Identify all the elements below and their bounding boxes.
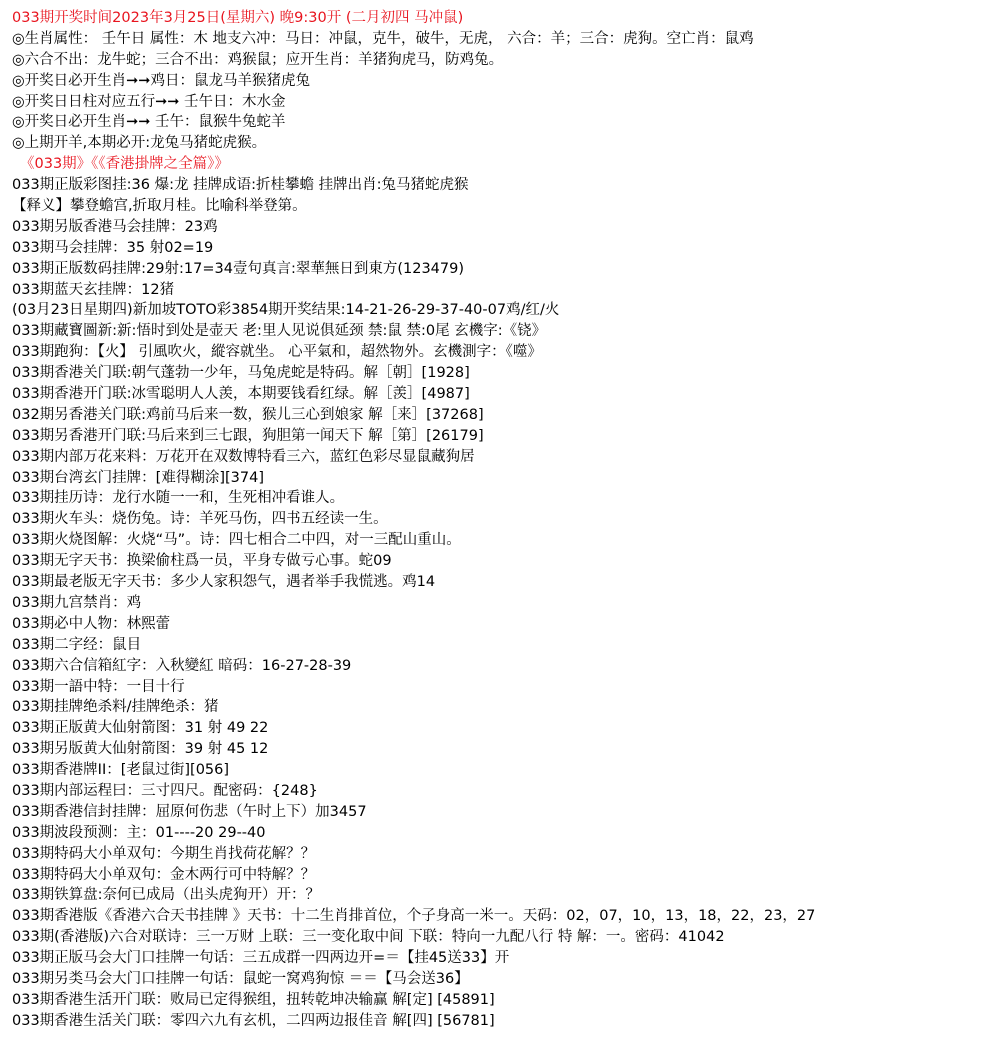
zodiac-info-line: ◎开奖日日柱对应五行➞➞ 壬午日：木水金 (12, 93, 286, 110)
entry-line: 033期内部万花来料：万花开在双数博特看三六，蓝红色彩尽显鼠藏狗居 (12, 448, 475, 465)
entry-line: 033期特码大小单双句：今期生肖找荷花解？？ (12, 845, 316, 862)
entry-line: 033期挂牌绝杀料/挂牌绝杀：猪 (12, 699, 219, 716)
entry-line: 033期香港牌II：[老鼠过街][056] (12, 762, 230, 779)
entry-line: 033期香港生活开门联：败局已定得猴组，扭转乾坤决输赢 解[定] [45891] (12, 991, 495, 1008)
entry-line: 033期火车头：烧伤兔。诗：羊死马伤，四书五经读一生。 (12, 511, 388, 528)
entry-line: 033期必中人物：林熙蕾 (12, 615, 171, 632)
zodiac-info-line: ◎上期开羊,本期必开:龙兔马猪蛇虎猴。 (12, 135, 267, 152)
entry-line: 033期香港关门联:朝气蓬勃一少年，马兔虎蛇是特码。解［朝］[1928] (12, 365, 470, 382)
entry-line: 033期蓝天玄挂牌：12猪 (12, 281, 175, 298)
section-title: 《033期》《《香港掛牌之全篇》》 (20, 156, 229, 173)
draw-time-title: 033期开奖时间2023年3月25日(星期六) 晚9:30开 (二月初四 马冲鼠) (12, 10, 464, 26)
entry-line: 033期正版黄大仙射箭图：31 射 49 22 (12, 720, 269, 737)
zodiac-info-line: ◎开奖日必开生肖➞➞鸡日：鼠龙马羊猴猪虎兔 (12, 72, 310, 89)
entry-line: 033期另版黄大仙射箭图：39 射 45 12 (12, 741, 269, 758)
entry-line: 033期另香港开门联:马后来到三七跟，狗胆第一闻天下 解［第］[26179] (12, 427, 484, 444)
entry-line: 032期另香港关门联:鸡前马后来一数，猴儿三心到娘家 解［来］[37268] (12, 406, 484, 423)
entry-line: 033期火烧图解：火烧“马”。诗：四七相合二中四，对一三配山重山。 (12, 532, 461, 549)
entry-line: (03月23日星期四)新加坡TOTO彩3854期开奖结果:14-21-26-29-37-40-07鸡/红/火 (12, 302, 560, 319)
entry-line: 【释义】攀登蟾宫,折取月桂。比喻科举登第。 (12, 198, 307, 215)
entry-line: 033期正版马会大门口挂牌一句话：三五成群一四两边开=＝【挂45送33】开 (12, 950, 510, 967)
entry-line: 033期正版数码挂牌:29射:17=34壹句真言:翠華無日到東方(123479) (12, 260, 464, 277)
entry-line: 033期一語中特：一目十行 (12, 678, 185, 695)
entry-line: 033期特码大小单双句：金木两行可中特解？？ (12, 866, 316, 883)
entry-line: 033期最老版无字天书：多少人家积怨气，遇者举手我慌逃。鸡14 (12, 574, 436, 591)
entry-line: 033期挂历诗：龙行水随一一和，生死相冲看谁人。 (12, 490, 345, 507)
zodiac-info-block (12, 29, 992, 154)
entry-line: 033期(香港版)六合对联诗：三一万财 上联：三一变化取中间 下联：特向一九配八行 特 解：一。密码：41042 (12, 929, 725, 946)
entry-line: 033期跑狗：【火】 引風吹火，縱容就坐。 心平氣和，超然物外。玄機測字：《噬》 (12, 344, 542, 361)
zodiac-info-line: ◎开奖日必开生肖➞➞ 壬午：鼠猴牛兔蛇羊 (12, 114, 286, 131)
entry-line: 033期二字经：鼠目 (12, 636, 142, 653)
entry-line: 033期内部运程曰：三寸四尺。配密码：{248} (12, 782, 318, 799)
entry-line: 033期九宫禁肖：鸡 (12, 594, 142, 611)
entry-line: 033期藏寶圖新:新:悟时到处是壶天 老:里人见说俱延颈 禁:鼠 禁:0尾 玄機字:《铙》 (12, 323, 547, 340)
entry-line: 033期马会挂牌：35 射02=19 (12, 239, 214, 256)
entry-line: 033期香港版《香港六合天书挂牌 》天书：十二生肖排首位，个子身高一米一。天码：02，07，10，13，18，22，23，27 (12, 908, 816, 925)
entry-line: 033期另版香港马会挂牌：23鸡 (12, 218, 218, 235)
entry-line: 033期正版彩图挂:36 爆:龙 挂牌成语:折桂攀蟾 挂牌出肖:兔马猪蛇虎猴 (12, 177, 469, 194)
entry-line: 033期无字天书：换梁偷柱爲一员，平身专做亏心事。蛇09 (12, 553, 392, 570)
entry-line: 033期另类马会大门口挂牌一句话：鼠蛇一窝鸡狗惊 ＝＝【马会送36】 (12, 970, 469, 987)
entry-line: 033期香港开门联:冰雪聪明人人羡，本期要钱看红绿。解［羡］[4987] (12, 386, 470, 403)
entries-list (12, 175, 992, 1032)
zodiac-info-line: ◎六合不出：龙牛蛇；三合不出：鸡猴鼠；应开生肖：羊猪狗虎马，防鸡兔。 (12, 51, 504, 68)
entry-line: 033期台湾玄门挂牌：[难得糊涂][374] (12, 469, 264, 486)
entry-line: 033期香港信封挂牌：屈原何伤悲（午时上下）加3457 (12, 803, 367, 820)
entry-line: 033期六合信箱紅字：入秋變紅 暗码：16-27-28-39 (12, 657, 352, 674)
document-body (12, 8, 992, 1032)
entry-line: 033期波段预测：主：01----20 29--40 (12, 824, 266, 841)
zodiac-info-line: ◎生肖属性： 壬午日 属性：木 地支六冲：马日：冲鼠，克牛，破牛，无虎， 六合：羊；三合：虎狗。空亡肖：鼠鸡 (12, 30, 754, 47)
entry-line: 033期铁算盘:奈何已成局（出头虎狗开）开：？ (12, 887, 321, 904)
entry-line: 033期香港生活关门联：零四六九有玄机，二四两边报佳音 解[四] [56781] (12, 1012, 495, 1029)
